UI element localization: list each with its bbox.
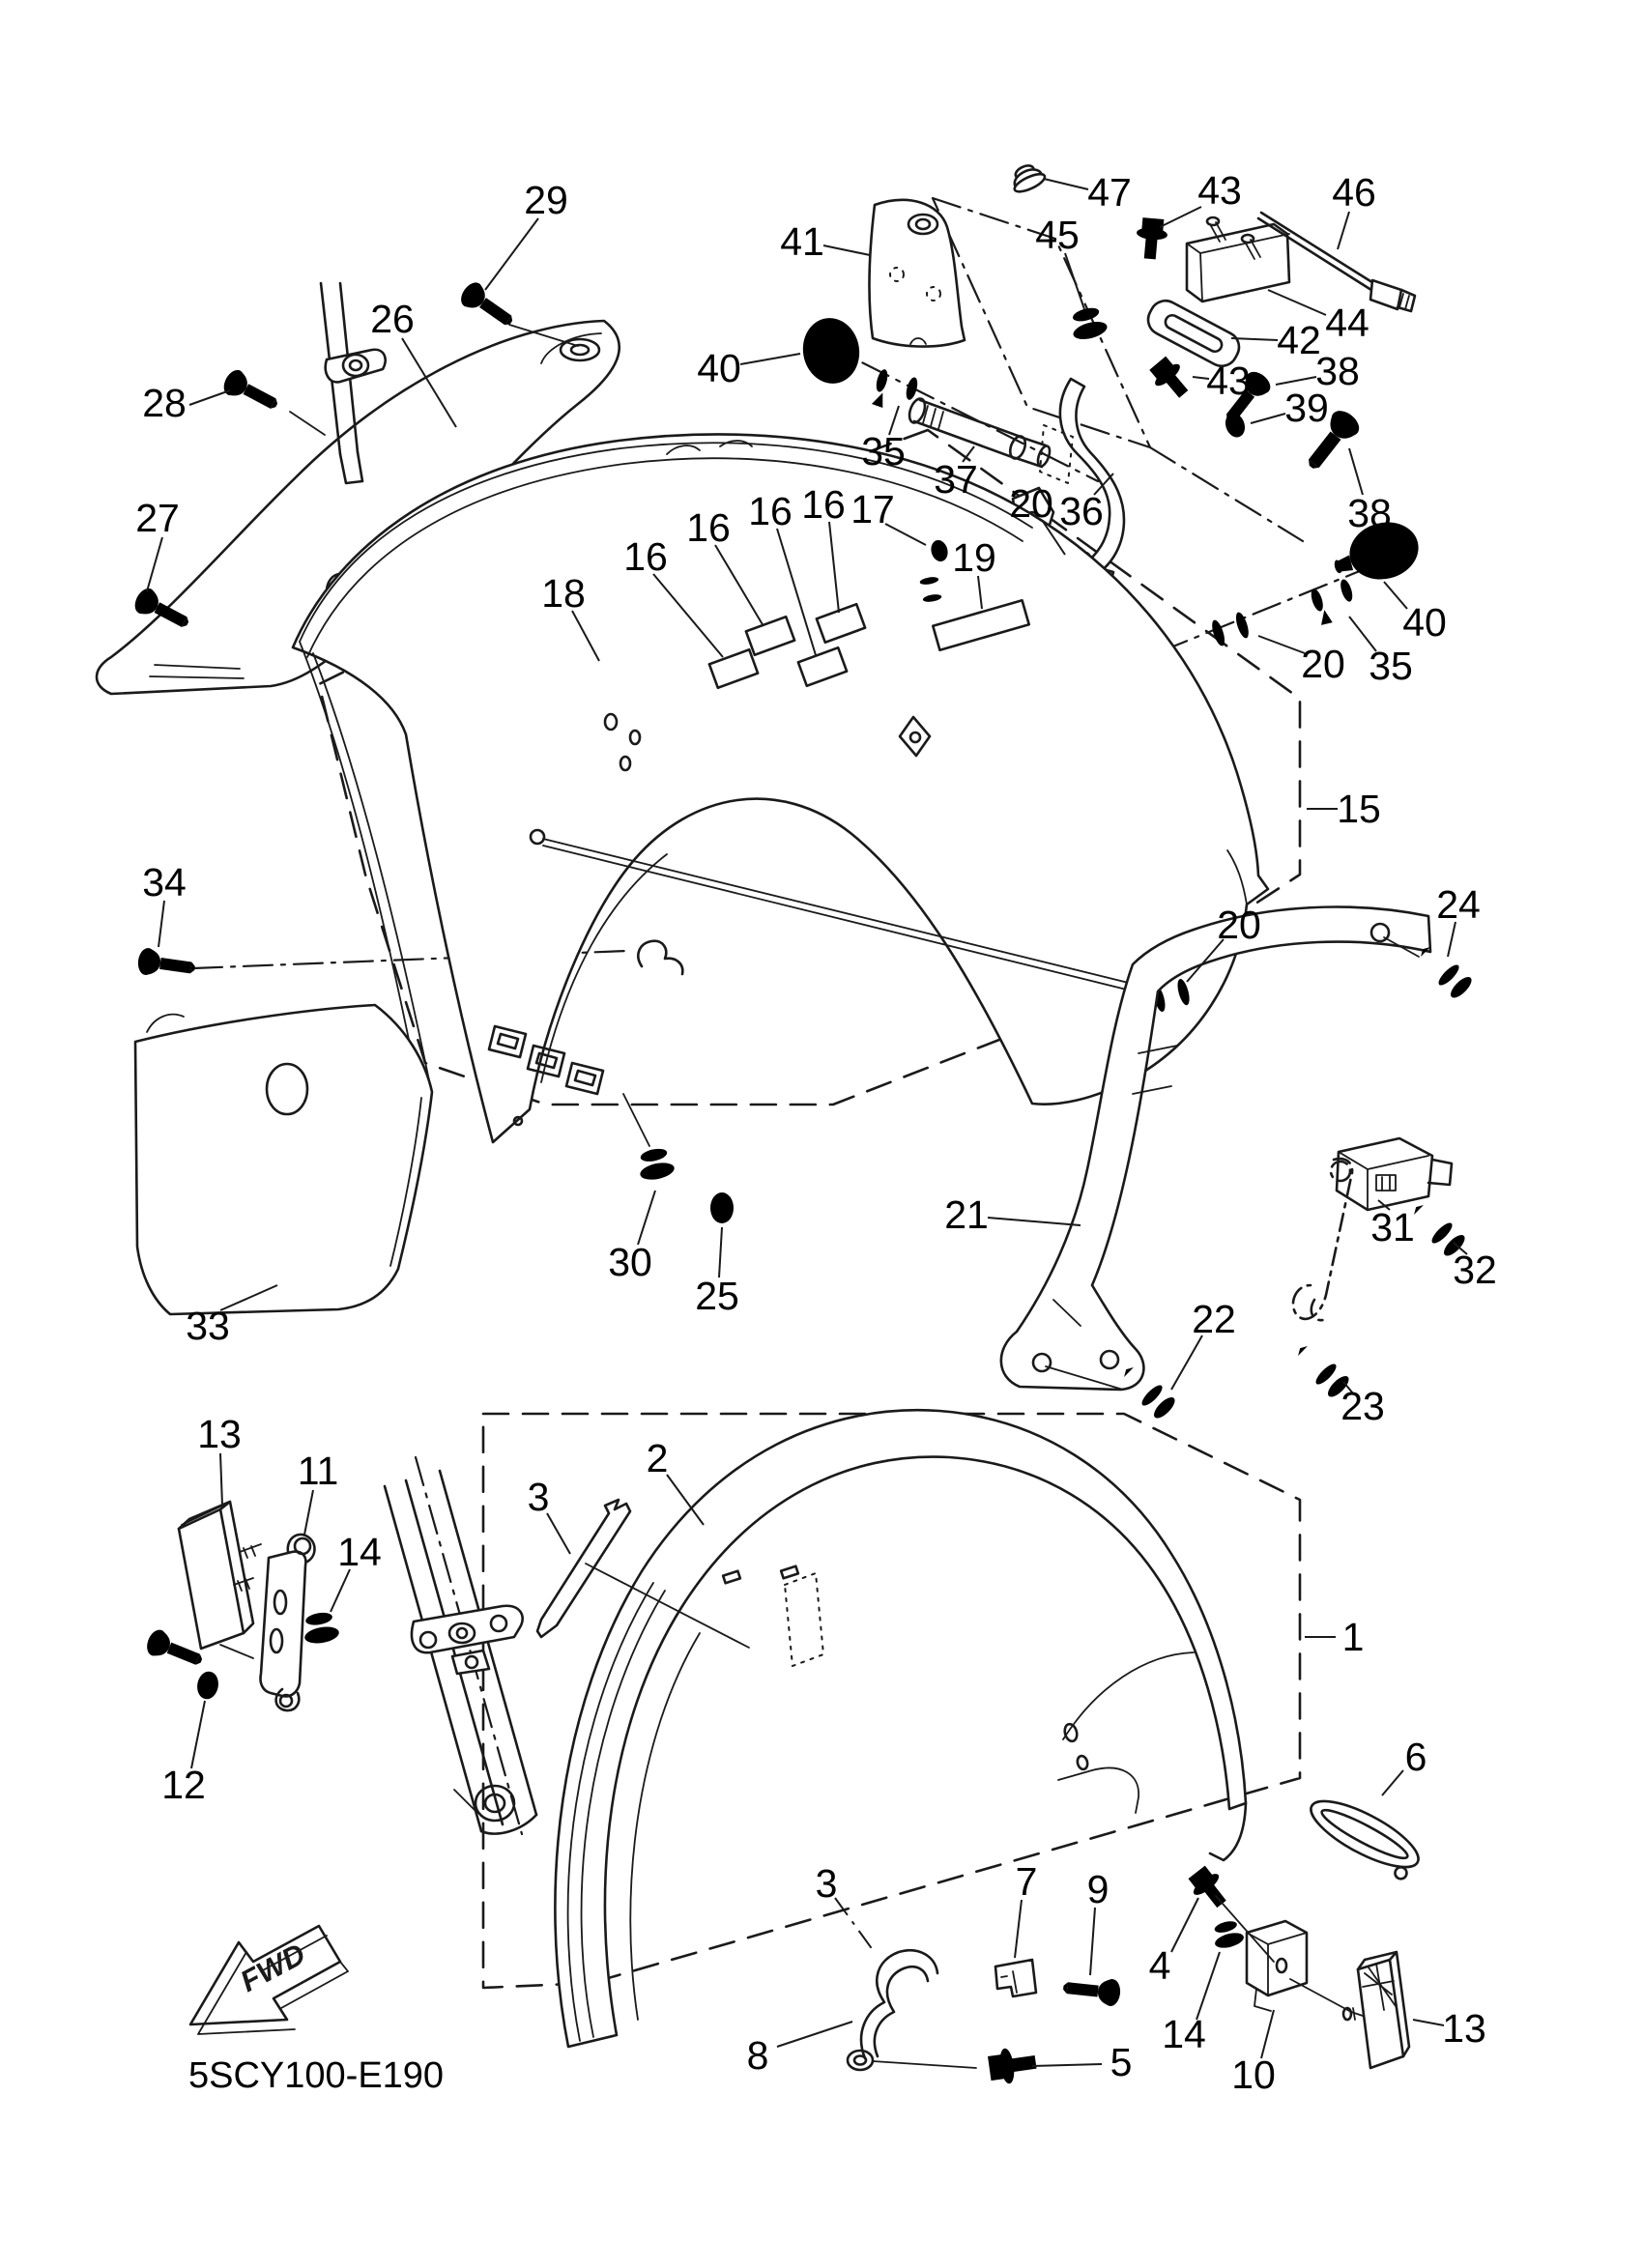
- part-number-2: 2: [646, 1436, 669, 1480]
- reflector-13a: [179, 1502, 261, 1649]
- leader-line-21: [988, 1218, 1081, 1225]
- callout-4: [1149, 1898, 1198, 1988]
- leader-line-38: [1349, 448, 1363, 495]
- part-number-16: 16: [748, 489, 793, 533]
- part-number-46: 46: [1332, 170, 1376, 215]
- callout-38: [1347, 448, 1392, 535]
- clamp-8: [848, 1950, 976, 2070]
- nut-45: [1068, 304, 1110, 342]
- leader-line-41: [823, 245, 870, 255]
- grommet-47: [1007, 160, 1047, 195]
- part-number-35: 35: [1369, 644, 1413, 688]
- part-number-43: 43: [1197, 168, 1242, 213]
- part-number-22: 22: [1192, 1297, 1236, 1341]
- callout-15: [1307, 787, 1381, 831]
- leader-line-11: [304, 1490, 313, 1535]
- part-number-16: 16: [623, 534, 668, 579]
- leader-line-46: [1338, 212, 1349, 249]
- damper-bar-44: [1187, 217, 1289, 301]
- part-number-45: 45: [1035, 213, 1080, 257]
- leader-line-12: [191, 1701, 205, 1768]
- bolt-12: [143, 1627, 206, 1674]
- part-number-27: 27: [135, 496, 180, 540]
- leader-line-3: [835, 1898, 876, 1954]
- hook-clip: [638, 941, 682, 974]
- callout-31: [1370, 1200, 1415, 1249]
- part-number-33: 33: [186, 1304, 230, 1348]
- leader-line-27: [147, 537, 162, 591]
- leader-line-40: [740, 354, 800, 364]
- part-number-44: 44: [1325, 301, 1369, 345]
- callout-13: [1413, 2006, 1486, 2051]
- leader-line-14: [1196, 1952, 1220, 2020]
- callout-45: [1035, 213, 1084, 309]
- callout-24: [1436, 882, 1481, 957]
- bolt-4: [1185, 1863, 1234, 1914]
- part-number-19: 19: [952, 535, 996, 580]
- part-number-13: 13: [197, 1412, 242, 1456]
- part-number-7: 7: [1015, 1859, 1038, 1904]
- part-number-28: 28: [142, 381, 187, 425]
- fwd-label: FWD: [234, 1937, 311, 1999]
- part-number-20: 20: [1009, 481, 1053, 526]
- part-number-41: 41: [780, 219, 824, 264]
- part-number-11: 11: [297, 1449, 339, 1493]
- part-number-36: 36: [1059, 489, 1104, 533]
- stay-block-10: [1247, 1921, 1307, 2011]
- leader-line-47: [1044, 179, 1088, 189]
- part-number-16: 16: [686, 505, 731, 550]
- part-number-18: 18: [541, 571, 586, 616]
- washer-39: [1223, 411, 1249, 441]
- part-number-26: 26: [370, 297, 415, 341]
- callout-14: [331, 1530, 382, 1612]
- callout-43: [1193, 359, 1251, 403]
- part-number-47: 47: [1087, 170, 1132, 215]
- part-number-9: 9: [1086, 1867, 1110, 1911]
- leader-line-43: [1160, 207, 1201, 227]
- callout-7: [1015, 1859, 1037, 1958]
- leader-line-22: [1171, 1335, 1202, 1390]
- bolt-34: [136, 947, 196, 982]
- callout-13: [197, 1412, 242, 1506]
- callout-30: [608, 1191, 655, 1284]
- callout-6: [1382, 1735, 1427, 1795]
- callout-28: [142, 381, 230, 425]
- part-number-23: 23: [1340, 1384, 1385, 1428]
- callout-12: [161, 1701, 206, 1807]
- part-number-31: 31: [1370, 1205, 1415, 1249]
- part-number-8: 8: [746, 2033, 769, 2078]
- callout-10: [1231, 2010, 1276, 2097]
- leader-line-4: [1171, 1898, 1198, 1952]
- callout-1: [1305, 1615, 1364, 1659]
- nut-30: [636, 1146, 677, 1183]
- part-number-35: 35: [861, 429, 906, 474]
- callout-22: [1171, 1297, 1236, 1390]
- leader-line-3: [547, 1513, 570, 1554]
- part-number-20: 20: [1301, 642, 1345, 686]
- part-number-38: 38: [1347, 491, 1392, 535]
- leader-line-7: [1015, 1900, 1022, 1958]
- part-number-14: 14: [1162, 2012, 1206, 2056]
- callout-37: [934, 446, 978, 502]
- leader-line-30: [638, 1191, 655, 1245]
- leader-line-8: [777, 2022, 852, 2047]
- callout-27: [135, 496, 180, 591]
- washer-12: [195, 1670, 220, 1701]
- leader-line-13: [1413, 2020, 1444, 2025]
- part-number-29: 29: [524, 178, 568, 222]
- part-number-13: 13: [1442, 2006, 1486, 2051]
- callout-42: [1231, 318, 1321, 362]
- part-number-24: 24: [1436, 882, 1481, 927]
- seal-6: [1301, 1789, 1427, 1882]
- grommet-20b: [1210, 611, 1252, 647]
- part-number-3: 3: [527, 1475, 550, 1519]
- callout-2: [647, 1436, 704, 1525]
- leader-line-10: [1261, 2010, 1274, 2058]
- leader-line-14: [331, 1569, 350, 1612]
- part-number-30: 30: [608, 1240, 652, 1284]
- part-number-14: 14: [337, 1530, 382, 1574]
- callout-32: [1453, 1243, 1497, 1292]
- callout-3: [816, 1861, 876, 1954]
- callout-47: [1044, 170, 1132, 215]
- callout-21: [944, 1192, 1081, 1237]
- part-number-3: 3: [815, 1861, 838, 1906]
- part-number-21: 21: [944, 1192, 989, 1237]
- part-number-16: 16: [801, 482, 846, 527]
- part-number-34: 34: [142, 860, 187, 904]
- callout-5: [1032, 2040, 1132, 2084]
- leader-line-24: [1448, 922, 1456, 957]
- part-number-17: 17: [850, 487, 895, 531]
- reflector-13b: [1343, 1952, 1409, 2068]
- screw-9: [1062, 1974, 1122, 2007]
- part-number-32: 32: [1453, 1248, 1497, 1292]
- leader-line-9: [1090, 1908, 1095, 1975]
- part-number-37: 37: [934, 457, 978, 502]
- callout-34: [142, 860, 187, 947]
- washer-25: [710, 1192, 734, 1223]
- part-number-10: 10: [1231, 2053, 1276, 2097]
- diagram-line-art: [97, 160, 1475, 2086]
- part-number-4: 4: [1148, 1943, 1171, 1988]
- callout-3: [528, 1475, 570, 1554]
- callout-29: [485, 178, 568, 290]
- part-number-6: 6: [1404, 1735, 1427, 1779]
- bolt-43a: [1135, 217, 1169, 261]
- bracket-31: [1337, 1138, 1452, 1210]
- part-number-43: 43: [1206, 359, 1251, 403]
- callout-40: [697, 346, 800, 390]
- part-number-12: 12: [161, 1763, 206, 1807]
- leader-line-13: [220, 1453, 222, 1506]
- callout-35: [861, 406, 906, 474]
- part-number-42: 42: [1277, 318, 1321, 362]
- callout-23: [1340, 1382, 1385, 1428]
- part-number-25: 25: [695, 1274, 739, 1318]
- part-number-38: 38: [1315, 349, 1360, 393]
- part-number-39: 39: [1284, 386, 1329, 430]
- drawing-code: 5SCY100-E190: [188, 2055, 445, 2096]
- bolt-28: [219, 366, 282, 416]
- leader-line-20: [1258, 636, 1305, 653]
- callout-43: [1160, 168, 1242, 227]
- part-number-15: 15: [1337, 787, 1381, 831]
- part-number-40: 40: [697, 346, 741, 390]
- leader-line-25: [719, 1227, 722, 1278]
- part-number-5: 5: [1110, 2040, 1133, 2084]
- bolt-5: [987, 2045, 1038, 2086]
- callout-11: [298, 1449, 339, 1535]
- callout-25: [695, 1227, 739, 1318]
- disc-40a: [798, 312, 874, 388]
- part-number-40: 40: [1402, 600, 1447, 645]
- callout-40: [1384, 582, 1447, 645]
- leader-line-34: [159, 901, 164, 947]
- part-number-1: 1: [1341, 1615, 1365, 1659]
- mud-flap-33: [135, 1005, 432, 1314]
- callout-8: [747, 2022, 852, 2078]
- leader-line-38: [1276, 377, 1316, 385]
- leader-line-44: [1268, 290, 1326, 315]
- leader-line-45: [1065, 253, 1084, 309]
- leader-line-6: [1382, 1770, 1403, 1795]
- callout-46: [1332, 170, 1376, 249]
- front-fork: [385, 1471, 536, 1834]
- plate-7: [995, 1960, 1036, 1996]
- leader-line-29: [485, 218, 538, 290]
- leader-line-28: [189, 390, 230, 405]
- bolt-43b: [1145, 353, 1196, 404]
- leader-line-39: [1251, 414, 1285, 423]
- nut-14a: [301, 1610, 340, 1646]
- callout-9: [1087, 1867, 1110, 1975]
- part-number-20: 20: [1217, 903, 1261, 947]
- tube-37: [907, 396, 1052, 468]
- callout-41: [780, 219, 870, 264]
- leader-line-5: [1032, 2064, 1102, 2066]
